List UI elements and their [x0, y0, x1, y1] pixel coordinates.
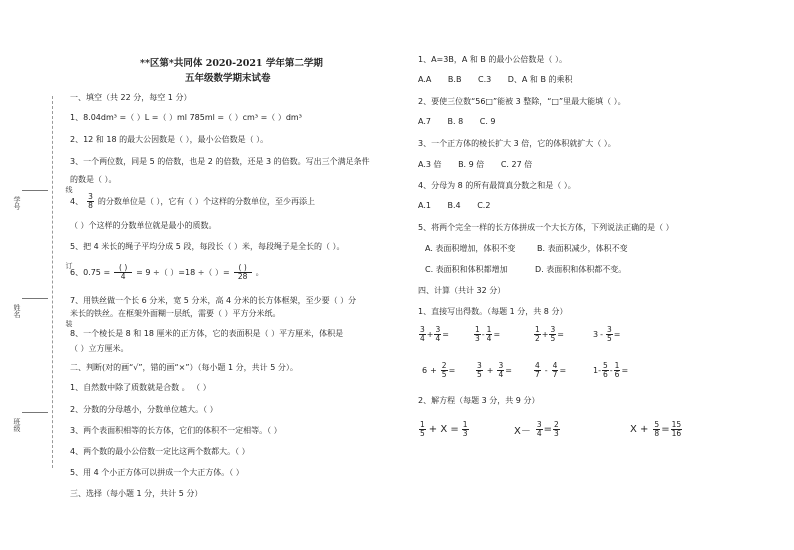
fraction: [462, 421, 469, 438]
seal-xian: 线: [65, 186, 73, 193]
q6-blank-numerator-2: ( ): [234, 264, 252, 273]
choice-4-option-c: C.2: [477, 201, 491, 210]
numerator: 1: [462, 420, 468, 429]
operator: -: [609, 366, 613, 375]
numerator: 2: [554, 420, 559, 429]
denominator: 5: [550, 334, 556, 343]
choice-3-option-b: B. 9 倍: [458, 160, 485, 169]
numerator: 3: [420, 325, 425, 334]
judge-3: 3、两个表面积相等的长方体，它们的体积不一定相等。（ ）: [70, 426, 282, 435]
denominator: 4: [486, 334, 492, 343]
question-4-line2: （ ）个这样的分数单位就是最小的质数。: [70, 221, 217, 230]
margin-class-line: [22, 412, 48, 413]
question-8-line1: 8、一个棱长是 8 和 18 厘米的正方体，它的表面积是（ ）平方厘米，体积是: [70, 329, 344, 338]
operator: +: [541, 330, 549, 339]
fraction: [474, 326, 481, 343]
numerator: 1: [614, 361, 620, 370]
numerator: 3: [477, 361, 482, 370]
calc-item-6: [475, 362, 512, 379]
choice-3: 3、一个正方体的棱长扩大 3 倍，它的体积就扩大（ ）。: [418, 139, 616, 148]
fraction: [497, 362, 504, 379]
numerator: 3: [606, 325, 612, 334]
equation-text: X +: [630, 424, 649, 435]
judge-4: 4、两个数的最小公倍数一定比这两个数都大。（ ）: [70, 447, 250, 456]
question-6-fraction-2: [234, 264, 252, 281]
q6-denominator-1: 4: [120, 272, 126, 281]
numerator: 2: [441, 361, 447, 370]
equals: =: [442, 330, 449, 339]
denominator: 2: [535, 334, 540, 343]
calc-item-4: [593, 326, 620, 343]
section-true-false: 二、判断(对的画“√”，错的画“×”）（每小题 1 分，共计 5 分）。: [70, 363, 298, 372]
fraction: [534, 362, 541, 379]
binding-line: [52, 96, 53, 468]
equals: =: [543, 424, 553, 435]
section-calculation: 四、计算（共计 32 分）: [418, 286, 506, 295]
denominator: 3: [554, 429, 559, 438]
equals: =: [448, 366, 456, 375]
calc-item-1: [418, 326, 449, 343]
calc-item-2: [473, 326, 500, 343]
numerator: 3: [536, 420, 542, 429]
fraction: [419, 421, 426, 438]
fraction: [653, 421, 660, 438]
q6-denominator-2: 28: [237, 272, 248, 281]
numerator: 5: [602, 361, 608, 370]
operator: +: [430, 366, 437, 375]
fraction: [606, 326, 613, 343]
numerator: 3: [550, 325, 556, 334]
fraction: [476, 362, 483, 379]
section-choice: 三、选择（每小题 1 分，共计 5 分）: [70, 489, 203, 498]
margin-name-line: [22, 298, 48, 299]
equation-1: [418, 421, 470, 438]
choice-1-option-a: A.A: [418, 75, 432, 84]
numerator: 1: [535, 325, 540, 334]
choice-4: 4、分母为 8 的所有最简真分数之和是（ ）。: [418, 181, 576, 190]
denominator: 6: [614, 370, 620, 379]
margin-label-class: 班级: [13, 418, 21, 432]
fraction: [434, 326, 441, 343]
q4-denominator: 8: [88, 201, 93, 210]
denominator: 4: [435, 334, 441, 343]
equation-2: [514, 421, 561, 438]
choice-5: 5、将两个完全一样的长方体拼成一个大长方体，下列说法正确的是（ ）: [418, 223, 674, 232]
question-6-middle: = 9 ÷（ ）=18 ÷（ ）=: [136, 268, 230, 277]
denominator: 6: [602, 370, 608, 379]
operator: -: [598, 366, 601, 375]
calc-item-3: [533, 326, 564, 343]
choice-1-options: [418, 74, 587, 85]
question-1: 1、8.04dm³ =（ ）L =（ ）ml 785ml =（ ）cm³ =（ ）dm³: [70, 113, 302, 122]
exam-title-line2: 五年级数学期末试卷: [185, 73, 271, 84]
equation-text: X－: [514, 426, 531, 437]
choice-4-option-a: A.1: [418, 201, 431, 210]
question-4-text: 的分数单位是（ ），它有（ ）个这样的分数单位，至少再添上: [97, 197, 315, 206]
operator: -: [544, 366, 548, 375]
choice-1: 1、A=3B，A 和 B 的最小公倍数是（ ）。: [418, 55, 567, 64]
numerator: 4: [552, 361, 558, 370]
fraction: [536, 421, 543, 438]
numerator: 3: [435, 325, 441, 334]
equals: =: [613, 330, 621, 339]
q4-numerator: 3: [88, 192, 93, 201]
question-4-line1: [70, 193, 315, 210]
seal-zhuang: 装: [65, 320, 73, 327]
operator: -: [481, 330, 485, 339]
calc-item-8: [593, 362, 628, 379]
choice-5-option-a: A. 表面积增加，体积不变: [425, 244, 516, 253]
question-5: 5、把 4 米长的绳子平均分成 5 段，每段长（ ）米，每段绳子是全长的（ ）。: [70, 242, 345, 251]
margin-id-line: [22, 190, 48, 191]
choice-3-options: [418, 159, 546, 170]
whole-number: 1: [593, 366, 599, 375]
choice-1-option-c: C.3: [477, 75, 492, 84]
numerator: 4: [535, 361, 540, 370]
fraction: [552, 362, 559, 379]
equals: =: [661, 424, 670, 435]
section-fill-blank: 一、填空（共 22 分，每空 1 分）: [70, 93, 192, 102]
equals: =: [621, 366, 629, 375]
question-7-line2: 米长的铁丝。在框架外面糊一层纸，需要（ ）平方分米纸。: [70, 309, 281, 318]
choice-5-option-d: D. 表面积和体积都不变。: [535, 265, 627, 274]
equation-3: [630, 421, 683, 438]
question-6-fraction-1: [114, 264, 132, 281]
choice-5-option-b: B. 表面积减少，体积不变: [537, 244, 628, 253]
denominator: 4: [536, 429, 542, 438]
fraction: [486, 326, 493, 343]
judge-2: 2、分数的分母越小，分数单位越大。（ ）: [70, 405, 218, 414]
choice-2-option-a: A.7: [418, 117, 431, 126]
choice-2-options: [418, 117, 510, 126]
denominator: 16: [671, 429, 682, 438]
denominator: 3: [475, 334, 480, 343]
choice-1-option-d: D、A 和 B 的乘积: [507, 75, 573, 84]
question-7-line1: 7、用铁丝做一个长 6 分米，宽 5 分米，高 4 分米的长方体框架，至少要（ ）分: [70, 296, 357, 305]
calc-part-2-title: 2、解方程（每题 3 分，共 9 分）: [418, 396, 540, 405]
choice-4-option-b: B.4: [447, 201, 461, 210]
judge-5: 5、用 4 个小正方体可以拼成一个大正方体。（ ）: [70, 468, 244, 477]
choice-5-option-c: C. 表面积和体积都增加: [425, 265, 508, 274]
denominator: 3: [462, 429, 468, 438]
q6-blank-numerator-1: ( ): [114, 264, 132, 273]
fraction: [441, 362, 448, 379]
choice-2-option-c: C. 9: [479, 117, 496, 126]
exam-title-line1: **区第*共同体 2020-2021 学年第二学期: [140, 58, 323, 69]
numerator: 1: [420, 420, 425, 429]
fraction: [549, 326, 556, 343]
question-3-line2: 的数是（ ）。: [70, 175, 117, 184]
denominator: 5: [441, 370, 447, 379]
question-2: 2、12 和 18 的最大公因数是（ ），最小公倍数是（ ）。: [70, 135, 269, 144]
calc-part-1-title: 1、直接写出得数。（每题 1 分，共 8 分）: [418, 307, 568, 316]
question-6-end: 。: [255, 268, 264, 277]
denominator: 8: [654, 429, 660, 438]
denominator: 4: [420, 334, 425, 343]
seal-ding: 订: [65, 262, 73, 269]
margin-label-id: 学号: [13, 196, 21, 210]
fraction: [534, 326, 541, 343]
operator: +: [486, 366, 494, 375]
question-6-prefix: 6、0.75 =: [70, 268, 111, 277]
denominator: 7: [535, 370, 540, 379]
equals: =: [505, 366, 512, 375]
choice-2: 2、要使三位数“56□”能被 3 整除，“□”里最大能填（ ）。: [418, 97, 626, 106]
whole-number: 6: [422, 366, 428, 375]
numerator: 1: [475, 325, 480, 334]
fraction: [419, 326, 426, 343]
numerator: 3: [498, 361, 504, 370]
denominator: 5: [420, 429, 425, 438]
fraction: [602, 362, 609, 379]
question-6: [70, 264, 264, 281]
question-8-line2: （ ）立方厘米。: [70, 344, 129, 353]
choice-4-options: [418, 201, 504, 210]
denominator: 4: [498, 370, 504, 379]
equals: =: [557, 330, 564, 339]
choice-2-option-b: B. 8: [447, 117, 464, 126]
judge-1: 1、自然数中除了质数就是合数 。 （ ）: [70, 383, 211, 392]
calc-item-5: [422, 362, 455, 379]
margin-label-name: 姓名: [13, 304, 21, 318]
choice-3-option-a: A.3 倍: [418, 160, 442, 169]
question-4-fraction: [87, 193, 94, 210]
equals: =: [559, 366, 567, 375]
question-3-line1: 3、一个两位数，同是 5 的倍数，也是 2 的倍数，还是 3 的倍数。写出三个满足条件: [70, 157, 370, 166]
operator: -: [600, 330, 603, 339]
fraction: [553, 421, 560, 438]
fraction: [671, 421, 683, 438]
numerator: 5: [654, 420, 660, 429]
calc-item-7: [533, 362, 566, 379]
fraction: [614, 362, 621, 379]
denominator: 5: [606, 334, 612, 343]
denominator: 5: [477, 370, 482, 379]
operator: +: [426, 330, 434, 339]
denominator: 7: [552, 370, 558, 379]
equals: =: [493, 330, 501, 339]
equation-text: + X =: [428, 424, 459, 435]
choice-3-option-c: C. 27 倍: [500, 160, 533, 169]
choice-1-option-b: B.B: [447, 75, 462, 84]
whole-number: 3: [593, 330, 599, 339]
numerator: 1: [486, 325, 492, 334]
numerator: 15: [671, 420, 682, 429]
question-4-prefix: 4、: [70, 197, 84, 206]
